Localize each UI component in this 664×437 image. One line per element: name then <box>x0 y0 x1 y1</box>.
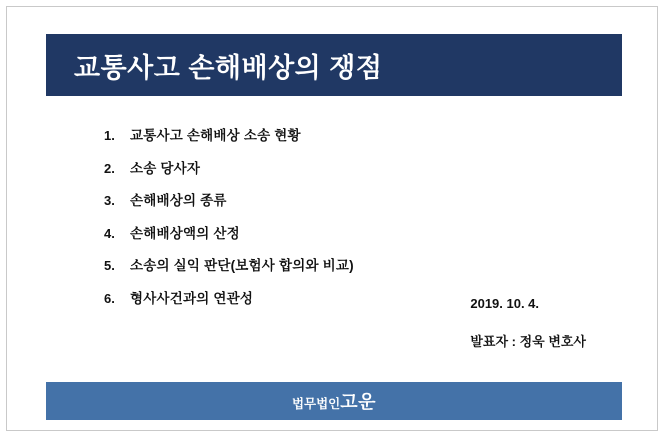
list-item <box>104 254 574 274</box>
list-item-number: 2. <box>104 160 115 176</box>
list-item-label: 형사사건과의 연관성 <box>130 290 254 306</box>
slide-footer-bar <box>46 382 622 420</box>
list-item-number: 4. <box>104 225 115 241</box>
list-item <box>104 124 574 144</box>
slide-title-bar <box>46 34 622 96</box>
list-item-label: 손해배상의 종류 <box>130 193 227 208</box>
list-item-number: 5. <box>104 258 115 273</box>
presentation-date: 2019. 10. 4. <box>470 296 540 311</box>
list-item <box>104 189 574 209</box>
slide-meta <box>470 296 586 370</box>
list-item-label: 손해배상액의 산정 <box>130 225 240 241</box>
firm-logo-text <box>292 388 376 414</box>
firm-name: 고운 <box>340 392 377 412</box>
list-item-number: 6. <box>104 290 115 306</box>
page-title: 교통사고 손해배상의 쟁점 <box>74 52 383 83</box>
presenter-name: 발표자 : 정욱 변호사 <box>470 334 586 349</box>
list-item-number: 3. <box>104 193 115 208</box>
list-item-label: 소송의 실익 판단(보험사 합의와 비교) <box>130 258 354 273</box>
list-item-label: 소송 당사자 <box>130 160 201 176</box>
list-item-number: 1. <box>104 128 115 143</box>
list-item-label: 교통사고 손해배상 소송 현황 <box>130 128 301 143</box>
agenda-list <box>104 124 574 319</box>
list-item <box>104 222 574 242</box>
list-item <box>104 157 574 177</box>
firm-prefix: 법무법인 <box>291 397 341 411</box>
